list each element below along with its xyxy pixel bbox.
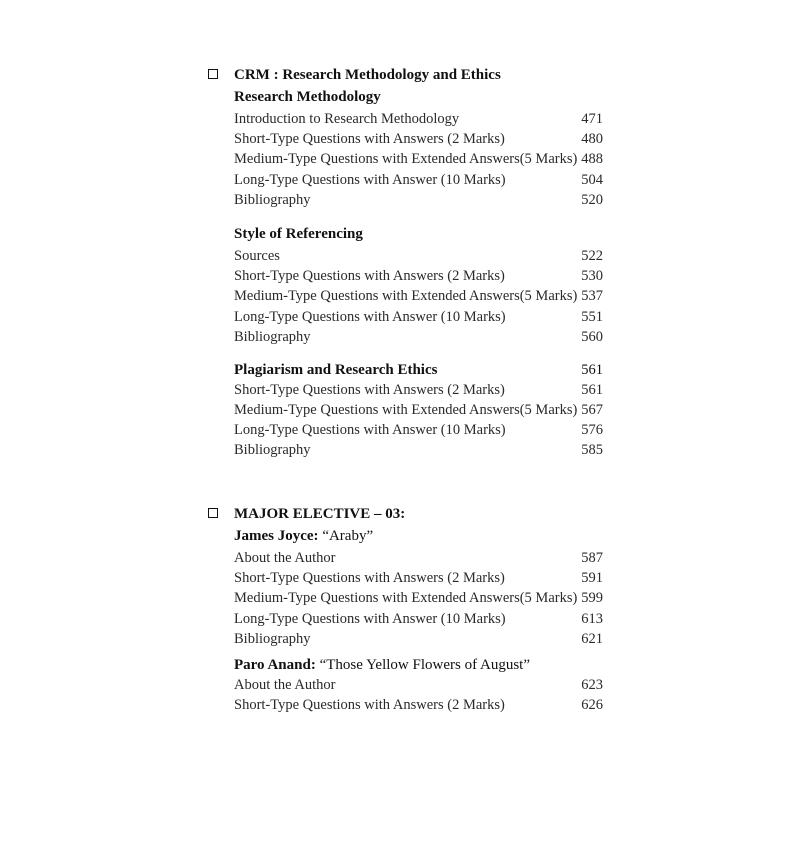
toc-entry[interactable] [234,548,603,568]
group-title-bold: Research Methodology [234,89,381,105]
entry-label: Bibliography [234,328,311,345]
entry-page: 613 [581,610,603,627]
toc-entry[interactable] [234,380,603,400]
toc-entry[interactable] [234,286,603,306]
entry-label: Long-Type Questions with Answer (10 Marks) [234,171,506,188]
entry-label: Short-Type Questions with Answers (2 Marks) [234,697,505,714]
toc-entry[interactable] [234,568,603,588]
section-header [208,504,603,526]
entry-page: 587 [581,550,603,566]
toc-entry[interactable] [234,629,603,649]
entry-page: 551 [581,308,603,325]
section-title: CRM : Research Methodology and Ethics [234,67,501,83]
group-title [234,655,603,675]
group-title [234,526,603,548]
entry-label: Short-Type Questions with Answers (2 Marks) [234,570,505,587]
toc-entry[interactable] [234,327,603,347]
entry-label: Short-Type Questions with Answers (2 Marks) [234,131,505,148]
entry-page: 591 [581,570,603,587]
toc-entry[interactable] [234,170,603,190]
toc-entry[interactable] [234,440,603,460]
entry-page: 488 [581,151,603,168]
group-title [234,224,603,246]
entry-page: 626 [581,697,603,714]
toc-entry[interactable] [234,109,603,129]
toc-group-style-of-referencing [234,224,603,347]
entry-label: Long-Type Questions with Answer (10 Marks) [234,422,506,439]
group-title-bold: James Joyce: [234,528,319,544]
toc-group-james-joyce [234,526,603,649]
group-title [234,87,603,109]
entry-label: Bibliography [234,442,311,459]
entry-label: Medium-Type Questions with Extended Answers(5 Marks) [234,288,578,305]
toc-entry[interactable] [234,190,603,210]
checkbox-bullet-icon [208,508,218,518]
entry-label: Short-Type Questions with Answers (2 Marks) [234,268,505,285]
entry-label: About the Author [234,550,336,566]
entry-label: Medium-Type Questions with Extended Answers(5 Marks) [234,151,578,168]
toc-entry[interactable] [234,420,603,440]
toc-entry[interactable] [234,588,603,608]
entry-page: 537 [581,288,603,305]
toc-entry[interactable] [234,246,603,266]
checkbox-bullet-icon [208,69,218,79]
entry-page: 599 [581,590,603,607]
group-title-rest: “Those Yellow Flowers of August” [315,656,530,673]
entry-label: Long-Type Questions with Answer (10 Marks) [234,610,506,627]
section-title: MAJOR ELECTIVE – 03: [234,506,406,522]
entry-page: 530 [581,268,603,285]
entry-label: Sources [234,247,280,264]
entry-label: Bibliography [234,630,311,647]
group-title-page: 561 [581,361,603,378]
entry-page: 561 [581,381,603,398]
entry-page: 621 [581,630,603,647]
group-title-bold: Style of Referencing [234,225,363,242]
toc-group-plagiarism-and-research-ethics [234,360,603,461]
group-title-bold: Plagiarism and Research Ethics [234,361,438,378]
toc-section-major-elective [208,504,603,715]
toc-entry[interactable] [234,609,603,629]
toc-entry[interactable] [234,149,603,169]
entry-page: 567 [581,402,603,419]
toc-group-research-methodology [234,87,603,210]
toc-group-paro-anand [234,655,603,715]
toc-entry[interactable] [234,695,603,715]
entry-page: 471 [581,111,603,127]
group-title-bold: Paro Anand: [234,656,316,673]
entry-page: 480 [581,131,603,148]
entry-label: About the Author [234,676,336,693]
entry-label: Bibliography [234,191,311,208]
toc-entry[interactable] [234,307,603,327]
toc-section-crm [208,65,603,461]
entry-page: 520 [581,191,603,208]
toc-entry[interactable] [234,675,603,695]
toc-entry[interactable] [234,400,603,420]
entry-page: 522 [581,247,603,264]
entry-label: Introduction to Research Methodology [234,111,460,127]
entry-page: 560 [581,328,603,345]
entry-label: Medium-Type Questions with Extended Answers(5 Marks) [234,590,578,607]
entry-page: 585 [581,442,603,459]
entry-label: Medium-Type Questions with Extended Answers(5 Marks) [234,402,578,419]
section-header [208,65,603,87]
toc-entry[interactable] [234,266,603,286]
group-title [234,360,603,380]
entry-label: Long-Type Questions with Answer (10 Marks) [234,308,506,325]
group-title-rest: “Araby” [318,528,374,544]
entry-page: 504 [581,171,603,188]
toc-entry[interactable] [234,129,603,149]
entry-page: 623 [581,676,603,693]
entry-page: 576 [581,422,603,439]
entry-label: Short-Type Questions with Answers (2 Marks) [234,381,505,398]
